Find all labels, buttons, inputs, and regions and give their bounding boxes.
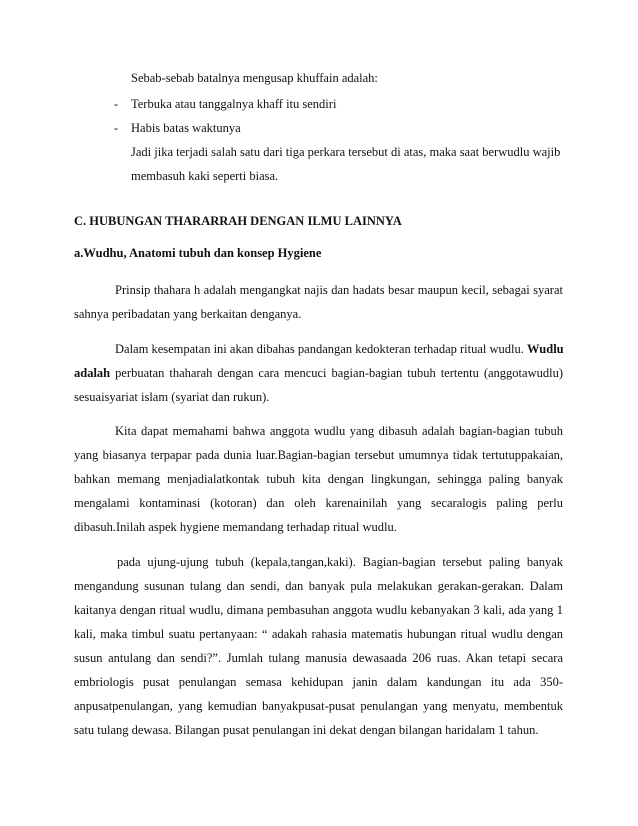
paragraph-line: embriologis pusat penulangan semasa kehidupan janin dalam kandungan itu ada 350- <box>74 675 563 689</box>
paragraph-line: bahkan memang menjadialatkontak tubuh kita dengan lingkungan, sehingga paling banyak <box>74 472 563 486</box>
paragraph-line: sesuaisyariat islam (syariat dan rukun). <box>74 390 270 404</box>
bullet-marker: - <box>114 121 119 135</box>
paragraph-line: anpusatpenulangan, yang kemudian banyakpusat-pusat penulangan yang menyatu, membentuk <box>74 699 563 713</box>
paragraph-text: perbuatan thaharah dengan cara mencuci bagian-bagian tubuh tertentu (anggotawudlu) <box>115 366 563 380</box>
paragraph-line: satu tulang dewasa. Bilangan pusat penulangan ini dekat dengan bilangan haridalam 1 tahun. <box>74 723 539 737</box>
intro-conclusion: Jadi jika terjadi salah satu dari tiga perkara tersebut di atas, maka saat berwudlu wajib <box>131 145 561 159</box>
paragraph-line <box>115 341 564 357</box>
paragraph-line: kali, maka timbul suatu pertanyaan: “ adakah rahasia matematis hubungan ritual wudlu dengan <box>74 627 563 641</box>
paragraph-line: dibasuh.Inilah aspek hygiene memandang terhadap ritual wudlu. <box>74 520 397 534</box>
paragraph-line: mengandung susunan tulang dan sendi, dan banyak pula melakukan gerakan-gerakan. Dalam <box>74 579 563 593</box>
bullet-item: Terbuka atau tanggalnya khaff itu sendiri <box>131 97 337 111</box>
paragraph-line: susun antulang dan sendi?”. Jumlah tulang manusia dewasaada 206 ruas. Akan tetapi secara <box>74 651 563 665</box>
paragraph-text: Dalam kesempatan ini akan dibahas pandangan kedokteran terhadap ritual wudlu. <box>115 342 524 356</box>
bold-term: Wudlu <box>527 342 564 356</box>
paragraph-line <box>74 365 563 381</box>
paragraph-line: Prinsip thahara h adalah mengangkat najis dan hadats besar maupun kecil, sebagai syarat <box>115 283 563 297</box>
bullet-marker: - <box>114 97 119 111</box>
paragraph-line: mengalami kontaminasi (kotoran) dan oleh karenainilah yang secaralogis paling perlu <box>74 496 563 510</box>
section-heading: C. HUBUNGAN THARARRAH DENGAN ILMU LAINNYA <box>74 214 402 228</box>
intro-conclusion: membasuh kaki seperti biasa. <box>131 169 279 183</box>
paragraph-line: kaitanya dengan ritual wudlu, dimana pembasuhan anggota wudlu kebanyakan 3 kali, ada yang 1 <box>74 603 563 617</box>
paragraph-line: sahnya peribadatan yang berkaitan denganya. <box>74 307 302 321</box>
bullet-item: Habis batas waktunya <box>131 121 241 135</box>
bold-term: adalah <box>74 366 111 380</box>
paragraph-line: Kita dapat memahami bahwa anggota wudlu yang dibasuh adalah bagian-bagian tubuh <box>115 424 563 438</box>
paragraph-line: pada ujung-ujung tubuh (kepala,tangan,kaki). Bagian-bagian tersebut paling banyak <box>117 555 563 569</box>
paragraph-line: yang biasanya terpapar pada dunia luar.Bagian-bagian tersebut umumnya tidak tertutuppakaian, <box>74 448 563 462</box>
intro-lead: Sebab-sebab batalnya mengusap khuffain adalah: <box>131 71 378 85</box>
subheading: a.Wudhu, Anatomi tubuh dan konsep Hygiene <box>74 246 322 260</box>
